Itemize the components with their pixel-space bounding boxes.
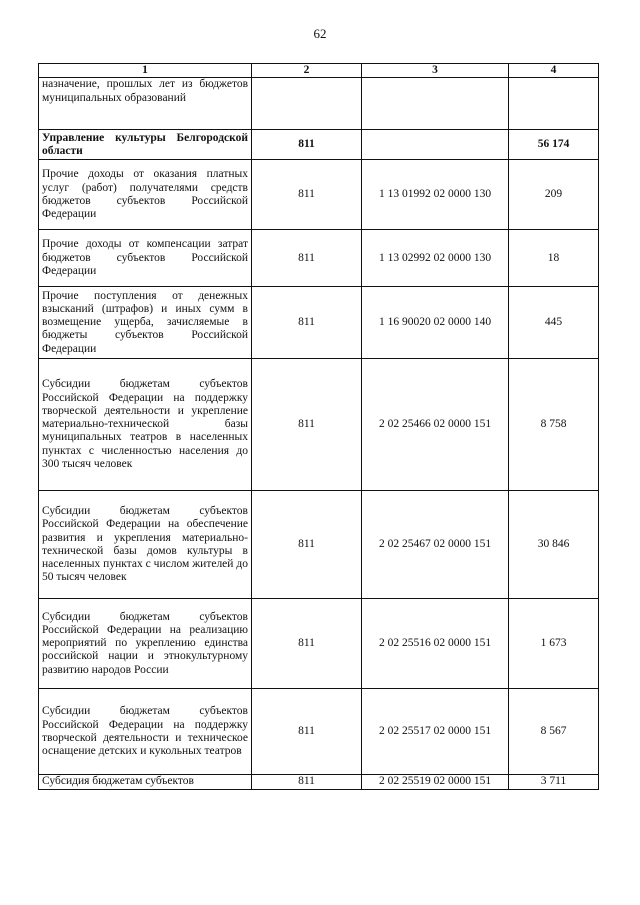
page-number: 62	[313, 26, 327, 41]
table-row	[39, 287, 599, 359]
admin-code-cell: 811	[252, 160, 362, 230]
table-row	[39, 491, 599, 599]
row-name-cell: Прочие поступления от денежных взысканий (штрафов) и иных сумм в возмещение ущерба, зачисляемые в бюджеты субъектов Российской Федерации	[39, 287, 252, 359]
admin-code-cell: 811	[252, 130, 362, 160]
amount-cell: 1 673	[509, 599, 599, 689]
table-row	[39, 160, 599, 230]
budget-code-cell: 1 16 90020 02 0000 140	[362, 287, 509, 359]
column-header: 4	[509, 64, 599, 78]
admin-code-cell: 811	[252, 689, 362, 775]
row-name-cell: Субсидии бюджетам субъектов Российской Федерации на реализацию мероприятий по укреплению единства российской нации и этнокультурному развитию народов России	[39, 599, 252, 689]
row-name-cell: Субсидии бюджетам субъектов Российской Федерации на обеспечение развития и укрепления материально-технической базы домов культуры в населенных пунктах с числом жителей до 50 тысяч человек	[39, 491, 252, 599]
admin-code-cell: 811	[252, 775, 362, 789]
budget-code-cell: 2 02 25466 02 0000 151	[362, 359, 509, 491]
table-row	[39, 775, 599, 789]
table-row	[39, 599, 599, 689]
amount-cell: 445	[509, 287, 599, 359]
table-row	[39, 359, 599, 491]
table-row	[39, 78, 599, 130]
row-name-cell: назначение, прошлых лет из бюджетов муниципальных образований	[39, 78, 252, 130]
column-header: 3	[362, 64, 509, 78]
admin-code-cell: 811	[252, 287, 362, 359]
row-name-cell: Субсидия бюджетам субъектов	[39, 775, 252, 789]
revenue-table	[38, 63, 599, 790]
table-header-row	[39, 64, 599, 78]
admin-code-cell: 811	[252, 599, 362, 689]
table-row	[39, 689, 599, 775]
budget-code-cell: 1 13 02992 02 0000 130	[362, 230, 509, 287]
row-name-cell: Прочие доходы от оказания платных услуг (работ) получателями средств бюджетов субъектов Российской Федерации	[39, 160, 252, 230]
budget-code-cell: 2 02 25516 02 0000 151	[362, 599, 509, 689]
row-name-cell: Субсидии бюджетам субъектов Российской Федерации на поддержку творческой деятельности и укрепление материально-технической базы муниципальных театров в населенных пунктах с численностью населения до 300 тысяч человек	[39, 359, 252, 491]
admin-code-cell: 811	[252, 230, 362, 287]
budget-code-cell	[362, 78, 509, 130]
row-name-cell: Прочие доходы от компенсации затрат бюджетов субъектов Российской Федерации	[39, 230, 252, 287]
row-name-cell: Управление культуры Белгородской области	[39, 130, 252, 160]
amount-cell: 30 846	[509, 491, 599, 599]
budget-code-cell: 2 02 25519 02 0000 151	[362, 775, 509, 789]
table-body	[39, 78, 599, 789]
amount-cell: 18	[509, 230, 599, 287]
budget-code-cell: 2 02 25517 02 0000 151	[362, 689, 509, 775]
budget-code-cell	[362, 130, 509, 160]
table-row	[39, 230, 599, 287]
budget-code-cell: 1 13 01992 02 0000 130	[362, 160, 509, 230]
admin-code-cell: 811	[252, 359, 362, 491]
amount-cell: 209	[509, 160, 599, 230]
column-header: 1	[39, 64, 252, 78]
amount-cell: 8 567	[509, 689, 599, 775]
table-row	[39, 130, 599, 160]
row-name-cell: Субсидии бюджетам субъектов Российской Федерации на поддержку творческой деятельности и техническое оснащение детских и кукольных театров	[39, 689, 252, 775]
amount-cell	[509, 78, 599, 130]
column-header: 2	[252, 64, 362, 78]
amount-cell: 56 174	[509, 130, 599, 160]
admin-code-cell: 811	[252, 491, 362, 599]
admin-code-cell	[252, 78, 362, 130]
amount-cell: 3 711	[509, 775, 599, 789]
amount-cell: 8 758	[509, 359, 599, 491]
budget-code-cell: 2 02 25467 02 0000 151	[362, 491, 509, 599]
